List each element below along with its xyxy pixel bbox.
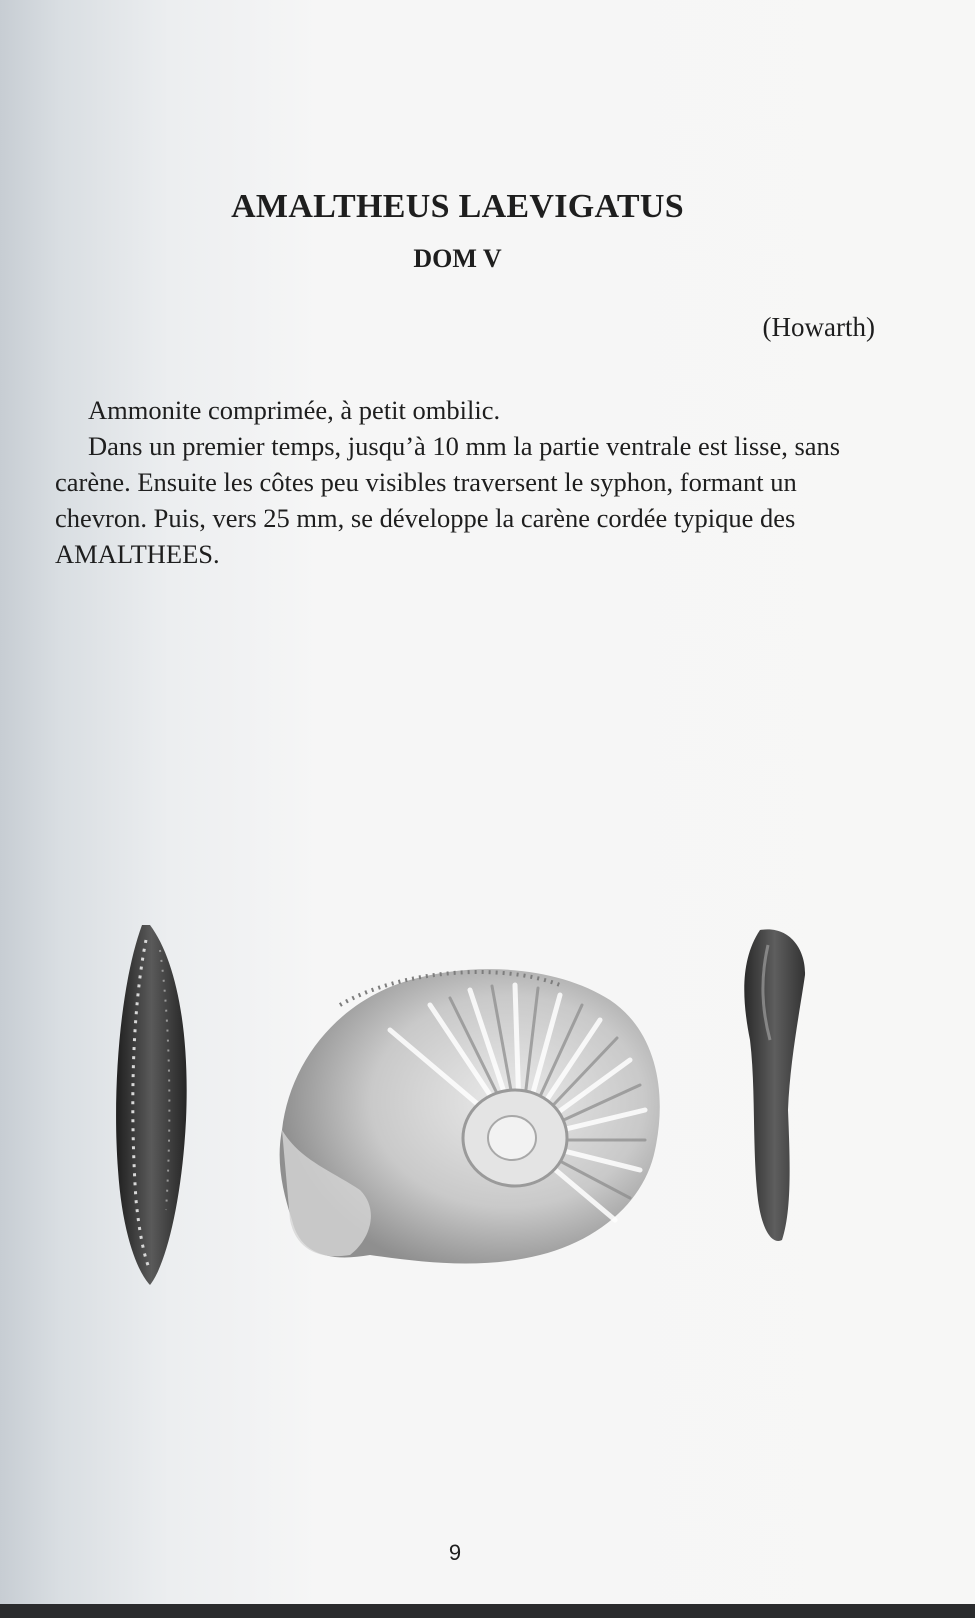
page-number: 9	[448, 1540, 462, 1565]
ammonite-side-view	[744, 929, 805, 1241]
ammonite-ventral-view	[116, 925, 187, 1285]
paragraph-1: Ammonite comprimée, à petit ombilic.	[88, 395, 501, 425]
paragraph-2: Dans un premier temps, jusqu’à 10 mm la partie ventrale est lisse, sans carène. Ensuite les côtes peu visibles traversent le syphon, formant un chevron. Puis, vers 25 mm, se développe la carène cordée typique des AMALTHEES.	[55, 431, 841, 569]
page-subtitle: DOM V	[413, 244, 502, 273]
ammonite-lateral-view	[280, 969, 660, 1263]
author-attribution: (Howarth)	[762, 312, 875, 342]
page-bottom-edge	[0, 1604, 975, 1618]
page-title: AMALTHEUS LAEVIGATUS	[231, 188, 684, 225]
